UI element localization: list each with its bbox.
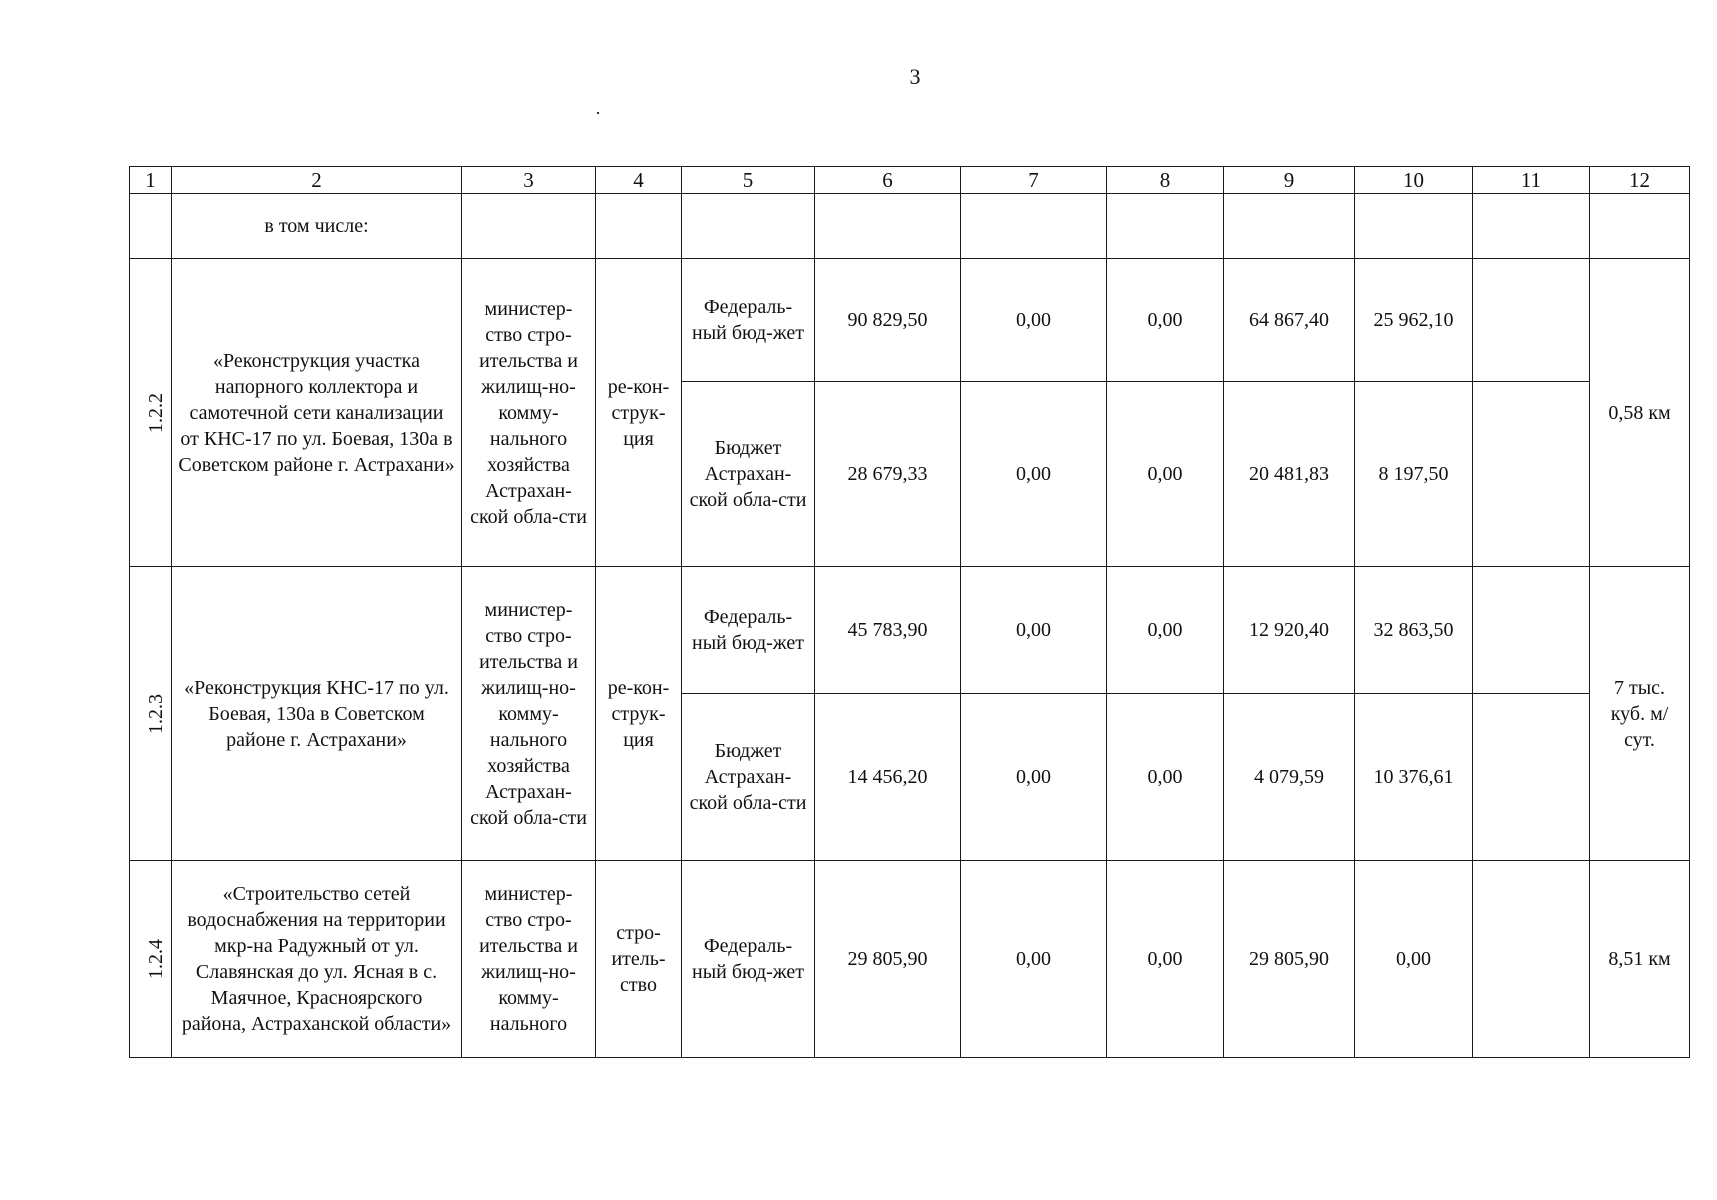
value-col10: 25 962,10 — [1355, 259, 1473, 382]
column-header: 6 — [815, 167, 961, 194]
item-code-cell — [130, 567, 172, 861]
column-header: 5 — [682, 167, 815, 194]
value-col6: 45 783,90 — [815, 567, 961, 694]
item-code-cell — [130, 259, 172, 567]
item-name: «Реконструкция КНС-17 по ул. Боевая, 130а в Советском районе г. Астрахани» — [172, 567, 462, 861]
column-header: 10 — [1355, 167, 1473, 194]
column-header: 12 — [1590, 167, 1690, 194]
column-header: 1 — [130, 167, 172, 194]
value-col7: 0,00 — [961, 694, 1107, 861]
value-col10: 10 376,61 — [1355, 694, 1473, 861]
value-col10: 32 863,50 — [1355, 567, 1473, 694]
value-col11 — [1473, 694, 1590, 861]
value-col8: 0,00 — [1107, 567, 1224, 694]
value-col7: 0,00 — [961, 861, 1107, 1058]
value-col9: 12 920,40 — [1224, 567, 1355, 694]
budget-table — [129, 166, 1690, 1058]
value-col6: 28 679,33 — [815, 382, 961, 567]
item-result: 8,51 км — [1590, 861, 1690, 1058]
column-header: 4 — [596, 167, 682, 194]
value-col7: 0,00 — [961, 382, 1107, 567]
item-name: «Строительство сетей водоснабжения на территории мкр-на Радужный от ул. Славянская до ул. Ясная в с. Маячное, Красноярского района, Астраханской области» — [172, 861, 462, 1058]
item-action: ре-кон-струк-ция — [596, 259, 682, 567]
table-row — [130, 567, 1690, 694]
item-name: «Реконструкция участка напорного коллектора и самотечной сети канализации от КНС-17 по ул. Боевая, 130а в Советском районе г. Астрахани» — [172, 259, 462, 567]
value-col10: 0,00 — [1355, 861, 1473, 1058]
value-col9: 20 481,83 — [1224, 382, 1355, 567]
funding-source: Федераль-ный бюд-жет — [682, 861, 815, 1058]
item-code: 1.2.3 — [145, 693, 167, 734]
value-col6: 14 456,20 — [815, 694, 961, 861]
item-code: 1.2.2 — [145, 392, 167, 433]
column-header: 2 — [172, 167, 462, 194]
value-col6: 29 805,90 — [815, 861, 961, 1058]
value-col10: 8 197,50 — [1355, 382, 1473, 567]
value-col11 — [1473, 259, 1590, 382]
value-col6: 90 829,50 — [815, 259, 961, 382]
item-organization: министер-ство стро-ительства и жилищ-но-комму-нального хозяйства Астрахан-ской обла-сти — [462, 259, 596, 567]
table-row — [130, 861, 1690, 1058]
value-col9: 4 079,59 — [1224, 694, 1355, 861]
column-number-row — [130, 167, 1690, 194]
value-col8: 0,00 — [1107, 259, 1224, 382]
value-col9: 29 805,90 — [1224, 861, 1355, 1058]
value-col7: 0,00 — [961, 567, 1107, 694]
item-code-cell — [130, 861, 172, 1058]
item-action: стро-итель-ство — [596, 861, 682, 1058]
funding-source: Федераль-ный бюд-жет — [682, 259, 815, 382]
including-label: в том числе: — [172, 194, 462, 259]
funding-source: Бюджет Астрахан-ской обла-сти — [682, 382, 815, 567]
item-result: 0,58 км — [1590, 259, 1690, 567]
column-header: 9 — [1224, 167, 1355, 194]
value-col11 — [1473, 861, 1590, 1058]
value-col11 — [1473, 567, 1590, 694]
column-header: 8 — [1107, 167, 1224, 194]
value-col9: 64 867,40 — [1224, 259, 1355, 382]
funding-source: Бюджет Астрахан-ской обла-сти — [682, 694, 815, 861]
scan-speck — [597, 112, 599, 114]
value-col7: 0,00 — [961, 259, 1107, 382]
value-col8: 0,00 — [1107, 861, 1224, 1058]
funding-source: Федераль-ный бюд-жет — [682, 567, 815, 694]
page-number: 3 — [909, 64, 921, 89]
item-organization: министер-ство стро-ительства и жилищ-но-комму-нального хозяйства Астрахан-ской обла-сти — [462, 567, 596, 861]
value-col8: 0,00 — [1107, 694, 1224, 861]
item-result: 7 тыс. куб. м/сут. — [1590, 567, 1690, 861]
column-header: 3 — [462, 167, 596, 194]
item-organization: министер-ство стро-ительства и жилищ-но-комму-нального — [462, 861, 596, 1058]
column-header: 7 — [961, 167, 1107, 194]
including-row — [130, 194, 1690, 259]
item-action: ре-кон-струк-ция — [596, 567, 682, 861]
table-row — [130, 259, 1690, 382]
value-col8: 0,00 — [1107, 382, 1224, 567]
column-header: 11 — [1473, 167, 1590, 194]
value-col11 — [1473, 382, 1590, 567]
item-code: 1.2.4 — [145, 939, 167, 979]
